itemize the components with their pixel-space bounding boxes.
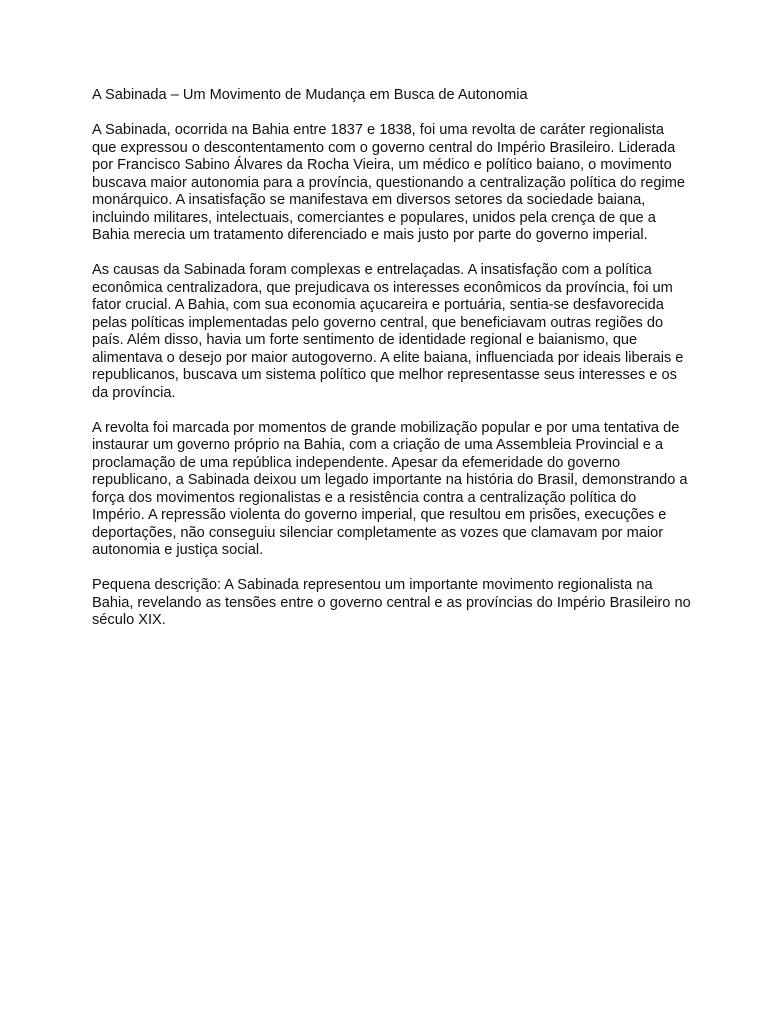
paragraph-line: Império. A repressão violenta do governo imperial, que resultou em prisões, execuções e [92, 507, 667, 523]
paragraph-line: monárquico. A insatisfação se manifestava em diversos setores da sociedade baiana, [92, 192, 646, 208]
paragraph-line: autonomia e justiça social. [92, 542, 264, 558]
paragraph-causes [92, 262, 692, 402]
paragraph-line: Pequena descrição: A Sabinada representou um importante movimento regionalista na [92, 577, 653, 593]
paragraph-line: força dos movimentos regionalistas e a resistência contra a centralização política do [92, 489, 637, 506]
paragraph-line: país. Além disso, havia um forte sentimento de identidade regional e baianismo, que [92, 332, 638, 348]
paragraph-revolt [92, 420, 692, 560]
paragraph-line: instaurar um governo próprio na Bahia, com a criação de uma Assembleia Provincial e a [92, 437, 664, 453]
document-body [92, 87, 692, 647]
paragraph-line: A Sabinada, ocorrida na Bahia entre 1837 e 1838, foi uma revolta de caráter regionalista [92, 122, 664, 138]
paragraph-line: incluindo militares, intelectuais, comerciantes e populares, unidos pela crença de que a [92, 209, 656, 226]
paragraph-line: pelas políticas implementadas pelo governo central, que beneficiavam outras regiões do [92, 314, 664, 331]
paragraph-line: deportações, não conseguiu silenciar completamente as vozes que clamavam por maior [92, 524, 664, 541]
paragraph-intro [92, 122, 692, 245]
paragraph-line: republicano, a Sabinada deixou um legado importante na história do Brasil, demonstrando a [92, 472, 688, 488]
paragraph-line: Bahia, revelando as tensões entre o governo central e as províncias do Império Brasileiro no [92, 594, 691, 611]
paragraph-line: A revolta foi marcada por momentos de grande mobilização popular e por uma tentativa de [92, 419, 680, 436]
paragraph-line: por Francisco Sabino Álvares da Rocha Vieira, um médico e político baiano, o movimento [92, 157, 672, 173]
paragraph-line: século XIX. [92, 612, 166, 628]
paragraph-line: Bahia merecia um tratamento diferenciado e mais justo por parte do governo imperial. [92, 227, 648, 243]
paragraph-line: As causas da Sabinada foram complexas e entrelaçadas. A insatisfação com a política [92, 262, 652, 278]
paragraph-line: republicanos, buscava um sistema político que melhor representasse seus interesses e os [92, 367, 677, 383]
document-title: A Sabinada – Um Movimento de Mudança em Busca de Autonomia [92, 87, 528, 103]
paragraph-line: econômica centralizadora, que prejudicava os interesses econômicos da província, foi um [92, 279, 673, 296]
paragraph-line: da província. [92, 384, 176, 401]
paragraph-line: buscava maior autonomia para a província, questionando a centralização política do regime [92, 174, 686, 191]
paragraph-line: proclamação de uma república independente. Apesar da efemeridade do governo [92, 454, 621, 471]
paragraph-line: que expressou o descontentamento com o governo central do Império Brasileiro. Liderada [92, 139, 676, 156]
paragraph-summary [92, 577, 692, 630]
paragraph-line: fator crucial. A Bahia, com sua economia açucareira e portuária, sentia-se desfavorecida [92, 297, 664, 313]
paragraph-line: alimentava o desejo por maior autogoverno. A elite baiana, influenciada por ideais liberais e [92, 349, 684, 366]
